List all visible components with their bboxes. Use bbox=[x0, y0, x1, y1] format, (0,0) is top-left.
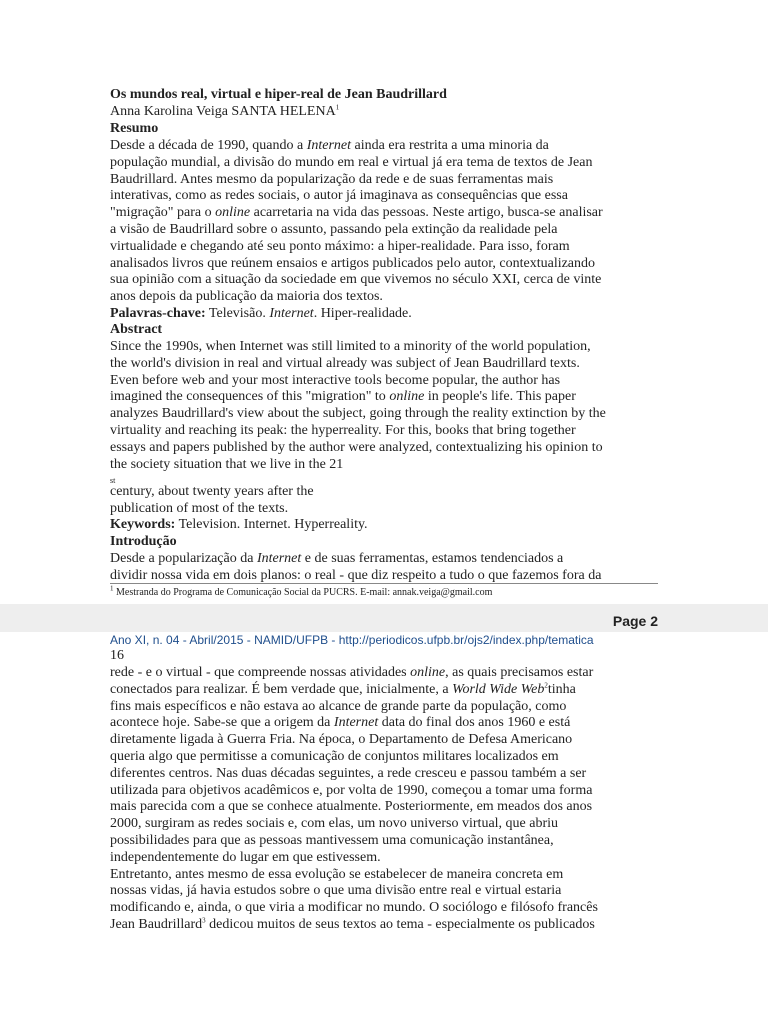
page2-line bbox=[110, 731, 572, 748]
resumo-line bbox=[110, 154, 592, 171]
page2-line bbox=[110, 782, 592, 799]
page2-line-part: dedicou muitos de seus textos ao tema - especialmente os publicados bbox=[205, 917, 595, 932]
abstract-line-part: virtuality and reaching its peak: the hyperreality. For this, books that bring together bbox=[110, 423, 576, 438]
page2-line-part: data do final dos anos 1960 e está bbox=[378, 715, 571, 731]
abstract-line-part: in people's life. This paper bbox=[424, 389, 576, 405]
intro-line-2: dividir nossa vida em dois planos: o real - que diz respeito a tudo o que fazemos fora da bbox=[110, 568, 602, 583]
keywords-pt bbox=[110, 305, 412, 322]
page2-line bbox=[110, 798, 592, 815]
page2-line-part: queria algo que permitisse a comunicação de conjuntos militares localizados em bbox=[110, 749, 559, 764]
abstract-heading: Abstract bbox=[110, 322, 163, 337]
resumo-line-part: "migração" para o bbox=[110, 205, 216, 221]
keywords-en bbox=[110, 516, 368, 533]
abstract-line bbox=[110, 338, 591, 355]
keywords-pt-c: . Hiper-realidade. bbox=[313, 306, 412, 321]
abstract-line bbox=[110, 439, 603, 456]
resumo-heading: Resumo bbox=[110, 121, 159, 136]
page2-line-part: acontece hoje. Sabe-se que a origem da bbox=[110, 715, 334, 731]
footnote-mark: 1 bbox=[110, 584, 114, 593]
page2-line-part: possibilidades para que as pessoas mantivessem uma comunicação instantânea, bbox=[110, 833, 554, 848]
abstract-line bbox=[110, 422, 576, 439]
page2-line bbox=[110, 748, 559, 765]
intro-heading: Introdução bbox=[110, 534, 177, 549]
page2-line bbox=[110, 916, 595, 933]
abstract-line-part: analyzes Baudrillard's view about the subject, going through the reality extinction by the bbox=[110, 406, 606, 422]
abstract-line-part: Since the 1990s, when Internet was still limited to a minority of the world population, bbox=[110, 339, 591, 354]
resumo-line-part: sua opinião com a situação da sociedade em que vivemos no século XXI, cerca de vinte bbox=[110, 272, 602, 288]
resumo-line-part: acarretaria na vida das pessoas. Neste artigo, busca-se analisar bbox=[250, 205, 603, 221]
abstract-line bbox=[110, 456, 343, 473]
abstract-end-2: publication of most of the texts. bbox=[110, 501, 289, 516]
st-mark: st bbox=[110, 476, 116, 485]
baudrillard-note-mark: 3 bbox=[202, 916, 206, 925]
journal-header-link[interactable]: Ano XI, n. 04 - Abril/2015 - NAMID/UFPB - http://periodicos.ufpb.br/ojs2/index.php/tematica bbox=[110, 633, 594, 647]
resumo-line-part: Desde a década de 1990, quando a bbox=[110, 138, 307, 153]
author-note-mark: 1 bbox=[335, 103, 340, 112]
keywords-pt-a: Televisão. bbox=[205, 306, 270, 321]
abstract-line-part: imagined the consequences of this "migration" to bbox=[110, 389, 390, 405]
page2-line-part: mais parecida com a que se conhece atualmente. Posteriormente, em meados dos anos bbox=[110, 799, 593, 815]
resumo-line-part: população mundial, a divisão do mundo em real e virtual já era tema de textos de Jean bbox=[110, 154, 593, 170]
page2-line bbox=[110, 815, 558, 832]
abstract-line-part: online bbox=[389, 389, 425, 405]
author-line bbox=[110, 103, 339, 120]
intro-line-1-b: Internet bbox=[256, 551, 302, 566]
page2-line-part: World Wide Web bbox=[452, 681, 545, 697]
page2-line bbox=[110, 866, 563, 883]
keywords-pt-b: Internet bbox=[269, 306, 314, 321]
resumo-line bbox=[110, 221, 557, 238]
page2-line-part: rede - e o virtual - que compreende nossas atividades bbox=[110, 665, 411, 680]
resumo-line-part: Internet bbox=[306, 138, 352, 153]
page2-line bbox=[110, 681, 576, 698]
intro-line-1 bbox=[110, 550, 563, 567]
page2-line-part: conectados para realizar. É bem verdade que, inicialmente, a bbox=[110, 681, 453, 697]
page2-line-part: independentemente do lugar em que estivessem. bbox=[110, 849, 381, 865]
resumo-line bbox=[110, 255, 595, 272]
abstract-line-part: essays and papers published by the author were analyzed, contextualizing his opinion to bbox=[110, 439, 603, 455]
keywords-en-text: Television. Internet. Hyperreality. bbox=[175, 517, 368, 532]
abstract-line bbox=[110, 355, 580, 372]
www-note-mark: 2 bbox=[544, 681, 548, 690]
resumo-line-part: a visão de Baudrillard sobre o assunto, passando pela extinção da realidade pela bbox=[110, 222, 558, 237]
resumo-line bbox=[110, 171, 553, 188]
page2-line-part: 2000, surgiram as redes sociais e, com elas, um novo universo virtual, que abriu bbox=[110, 816, 559, 832]
abstract-line-part: Even before web and your most interactive tools become popular, the author has bbox=[110, 372, 561, 388]
author-name: Anna Karolina Veiga SANTA HELENA bbox=[110, 104, 336, 119]
abstract-line bbox=[110, 372, 560, 389]
page2-line bbox=[110, 882, 561, 899]
intro-line-1-c: e de suas ferramentas, estamos tendenciados a bbox=[301, 551, 564, 566]
abstract-line-part: the world's division in real and virtual already was subject of Jean Baudrillard texts. bbox=[110, 355, 580, 371]
page2-line bbox=[110, 849, 381, 866]
intro-line-1-a: Desde a popularização da bbox=[110, 551, 257, 566]
footnote bbox=[110, 584, 492, 601]
resumo-line-part: online bbox=[215, 205, 251, 221]
abstract-end-1: century, about twenty years after the bbox=[110, 484, 314, 499]
resumo-line-part: anos depois da publicação da maioria dos textos. bbox=[110, 289, 383, 305]
page2-line-part: online bbox=[410, 665, 446, 680]
page2-line bbox=[110, 832, 554, 849]
page2-line-part: Internet bbox=[333, 715, 379, 731]
abstract-line bbox=[110, 405, 606, 422]
resumo-line-part: virtualidade e chegando até seu ponto máximo: a hiper-realidade. Para isso, foram bbox=[110, 238, 570, 254]
page2-line-part: modificando e, ainda, o que viria a modificar no mundo. O sociólogo e filósofo francês bbox=[110, 900, 598, 916]
page2-line bbox=[110, 899, 598, 916]
resumo-line bbox=[110, 238, 570, 255]
resumo-line bbox=[110, 137, 549, 154]
article-title: Os mundos real, virtual e hiper-real de Jean Baudrillard bbox=[110, 87, 447, 102]
page2-line-part: diretamente ligada à Guerra Fria. Na época, o Departamento de Defesa Americano bbox=[110, 732, 573, 748]
resumo-line-part: Baudrillard. Antes mesmo da popularização da rede e de suas ferramentas mais bbox=[110, 171, 554, 187]
page2-line-part: nossas vidas, já havia estudos sobre o que uma divisão entre real e virtual estaria bbox=[110, 883, 562, 899]
page2-line-part: Jean Baudrillard bbox=[110, 917, 203, 932]
resumo-line bbox=[110, 187, 568, 204]
page2-line bbox=[110, 714, 570, 731]
abstract-line bbox=[110, 388, 576, 405]
page-number: 16 bbox=[110, 648, 124, 663]
resumo-line-part: analisados livros que reúnem ensaios e artigos publicados pelo autor, contextualizando bbox=[110, 255, 596, 271]
resumo-line-part: ainda era restrita a uma minoria da bbox=[351, 138, 549, 153]
page2-line-part: diferentes centros. Nas duas décadas seguintes, a rede cresceu e passou também a ser bbox=[110, 765, 587, 781]
page2-line-part: utilizada para objetivos acadêmicos e, por volta de 1990, começou a tomar uma forma bbox=[110, 782, 593, 798]
keywords-en-label: Keywords: bbox=[110, 517, 176, 532]
page2-line-part: Entretanto, antes mesmo de essa evolução se estabelecer de maneira concreta em bbox=[110, 866, 564, 882]
page2-line-part: fins mais específicos e não estava ao alcance de grande parte da população, como bbox=[110, 698, 567, 714]
resumo-line bbox=[110, 288, 383, 305]
page2-line-part: , as quais precisamos estar bbox=[445, 665, 594, 680]
abstract-line-part: the society situation that we live in the 21 bbox=[110, 456, 344, 472]
page2-line bbox=[110, 698, 566, 715]
page2-line bbox=[110, 664, 593, 681]
resumo-line-part: interativas, como as redes sociais, o autor já imaginava as consequências que essa bbox=[110, 188, 568, 204]
keywords-pt-label: Palavras-chave: bbox=[110, 306, 206, 321]
footnote-text: Mestranda do Programa de Comunicação Social da PUCRS. E-mail: annak.veiga@gmail.com bbox=[113, 587, 493, 598]
resumo-line bbox=[110, 204, 603, 221]
page-label: Page 2 bbox=[612, 613, 658, 629]
resumo-line bbox=[110, 271, 601, 288]
page2-line bbox=[110, 765, 586, 782]
www-after: tinha bbox=[547, 681, 576, 697]
